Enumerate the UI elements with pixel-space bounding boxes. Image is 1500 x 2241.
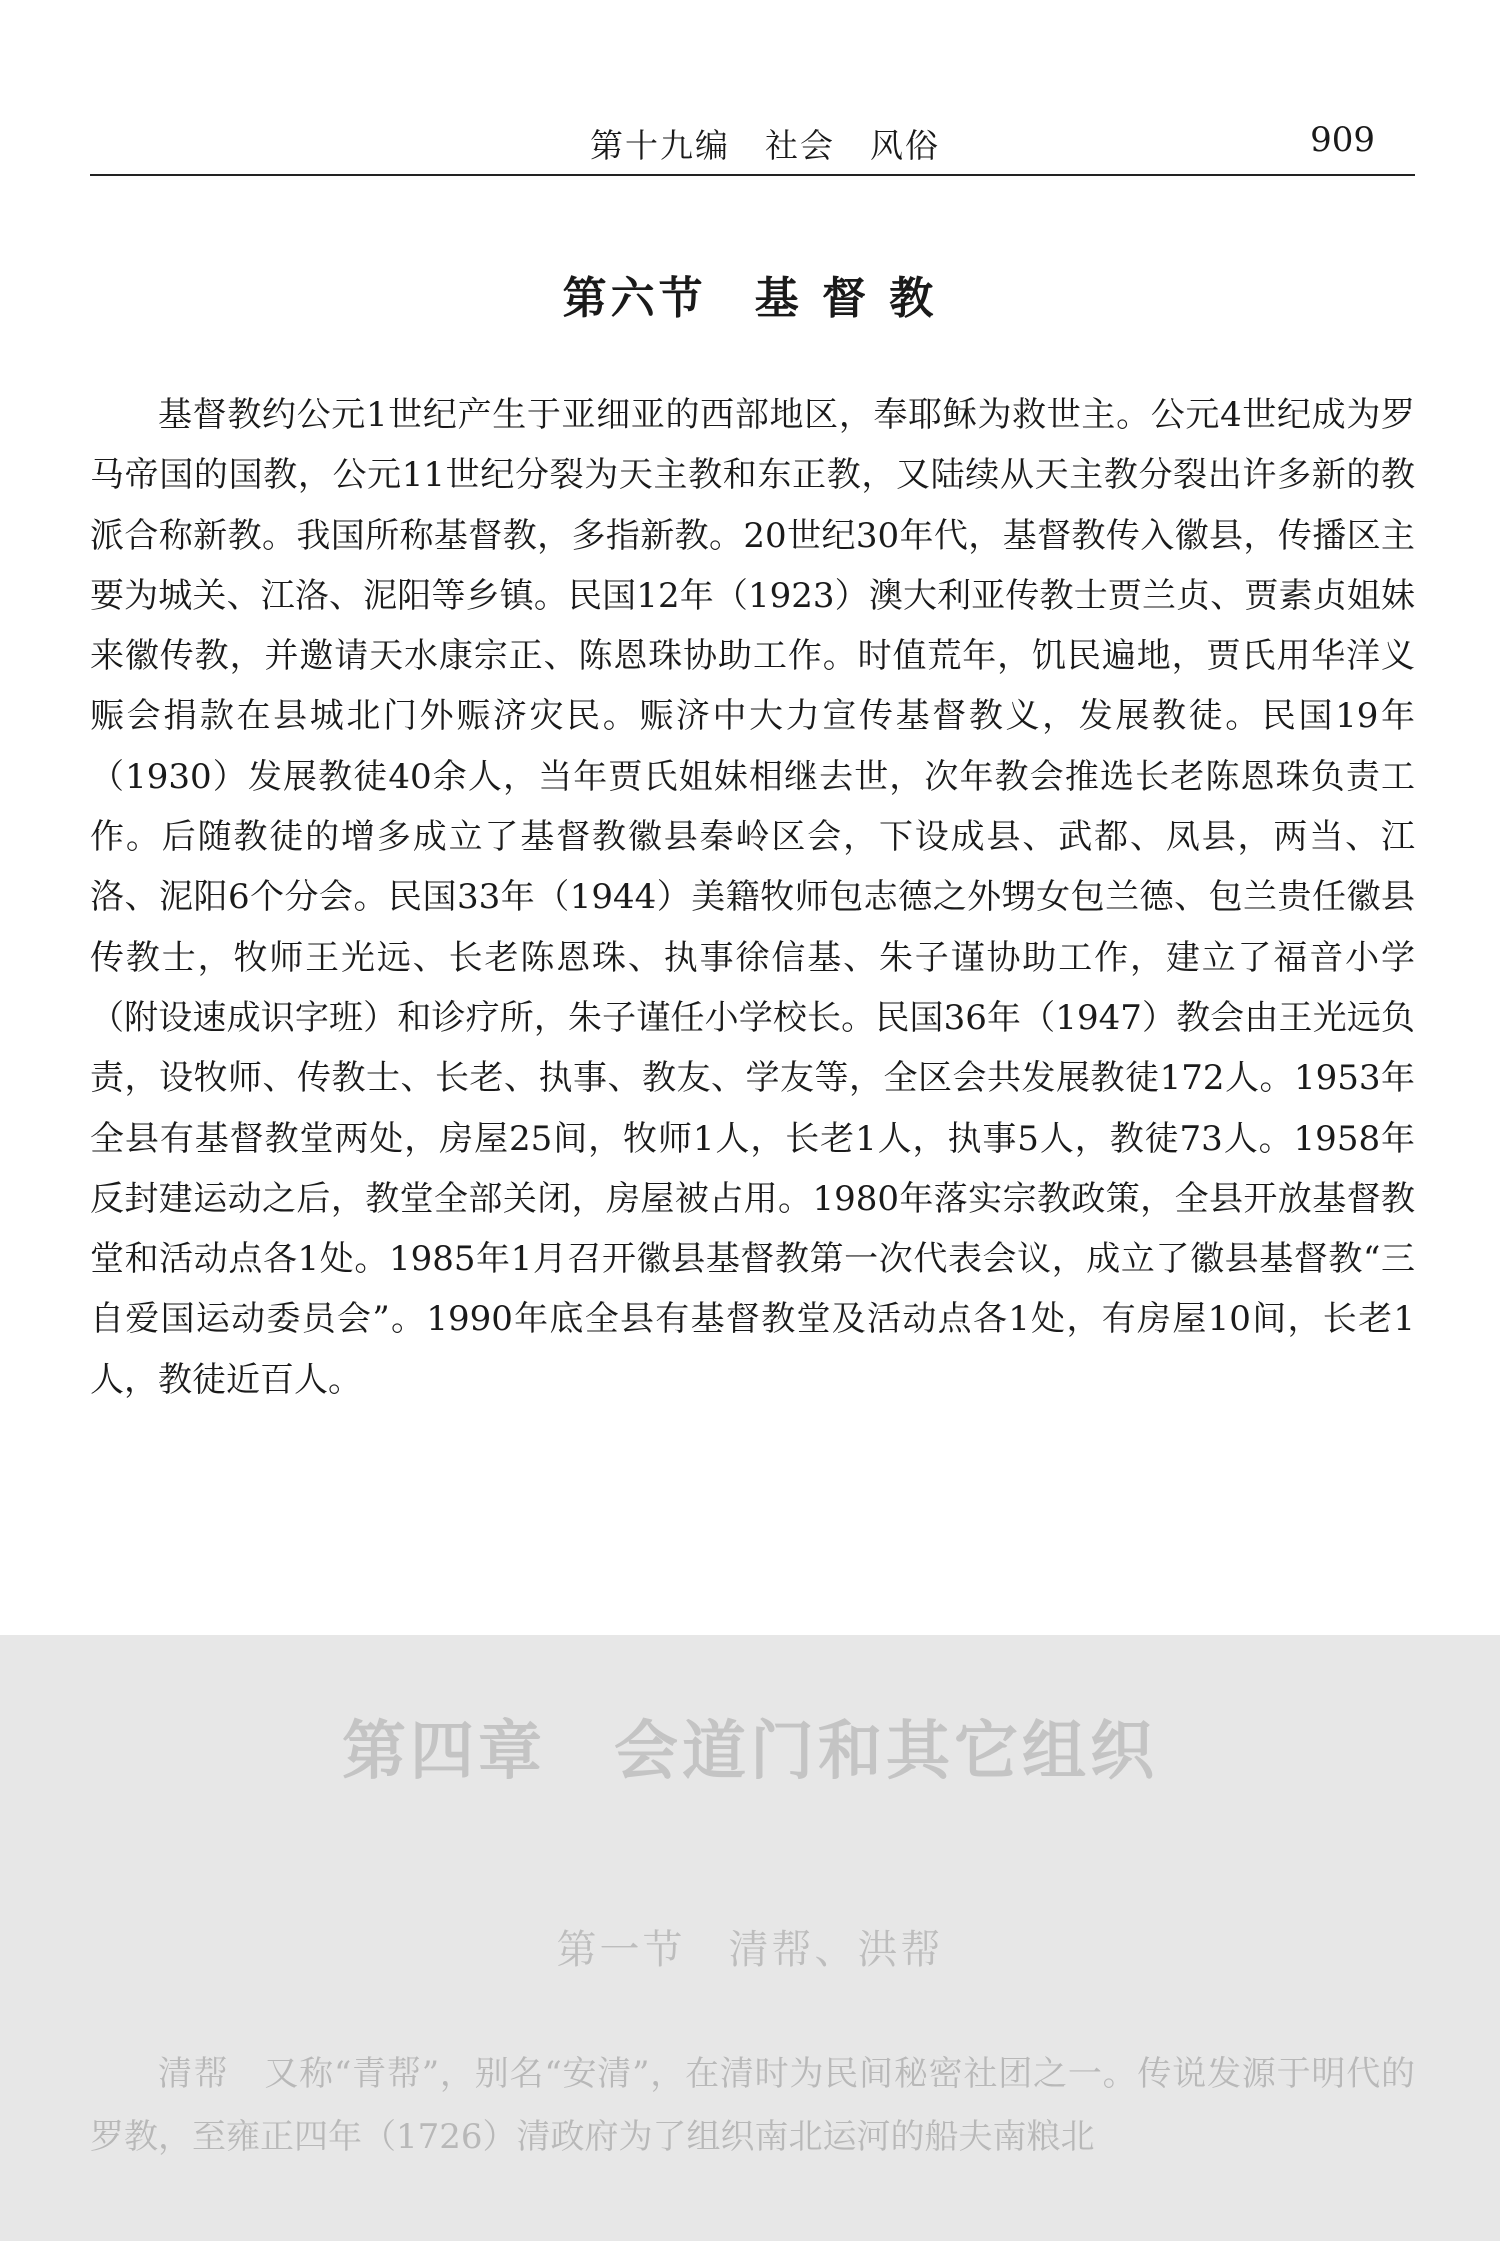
section-title: 第六节 基 督 教 xyxy=(562,273,938,324)
term-heading: 清帮 xyxy=(158,2054,230,2094)
running-title: 第十九编 社会 风俗 xyxy=(590,126,940,165)
chapter-title: 第四章 会道门和其它组织 xyxy=(342,1714,1158,1789)
page-header xyxy=(90,112,1415,176)
sub-section-title: 第一节 清帮、洪帮 xyxy=(556,1927,944,1973)
term-description: 又称“青帮”，别名“安清”，在清时为民间秘密社团之一。传说发源于明代的罗教，至雍正四年（1726）清政府为了组织南北运河的船夫南粮北 xyxy=(90,2054,1415,2157)
section-body-text: 基督教约公元1世纪产生于亚细亚的西部地区，奉耶稣为救世主。公元4世纪成为罗马帝国的国教，公元11世纪分裂为天主教和东正教，又陆续从天主教分裂出许多新的教派合称新教。我国所称基督教，多指新教。20世纪30年代，基督教传入徽县，传播区主要为城关、江洛、泥阳等乡镇。民国12年（1923）澳大利亚传教士贾兰贞、贾素贞姐妹来徽传教，并邀请天水康宗正、陈恩珠协助工作。时值荒年，饥民遍地，贾氏用华洋义赈会捐款在县城北门外赈济灾民。赈济中大力宣传基督教义，发展教徒。民国19年（1930）发展教徒40余人，当年贾氏姐妹相继去世，次年教会推选长老陈恩珠负责工作。后随教徒的增多成立了基督教徽县秦岭区会，下设成县、武都、凤县，两当、江洛、泥阳6个分会。民国33年（1944）美籍牧师包志德之外甥女包兰德、包兰贵任徽县传教士，牧师王光远、长老陈恩珠、执事徐信基、朱子谨协助工作，建立了福音小学（附设速成识字班）和诊疗所，朱子谨任小学校长。民国36年（1947）教会由王光远负责，设牧师、传教士、长老、执事、教友、学友等，全区会共发展教徒172人。1953年全县有基督教堂两处，房屋25间，牧师1人，长老1人，执事5人，教徒73人。1958年反封建运动之后，教堂全部关闭，房屋被占用。1980年落实宗教政策，全县开放基督教堂和活动点各1处。1985年1月召开徽县基督教第一次代表会议，成立了徽县基督教“三自爱国运动委员会”。1990年底全县有基督教堂及活动点各1处，有房屋10间，长老1人，教徒近百人。 xyxy=(90,395,1415,1400)
next-section-body-text xyxy=(90,2043,1415,2169)
page-number: 909 xyxy=(1310,120,1375,160)
